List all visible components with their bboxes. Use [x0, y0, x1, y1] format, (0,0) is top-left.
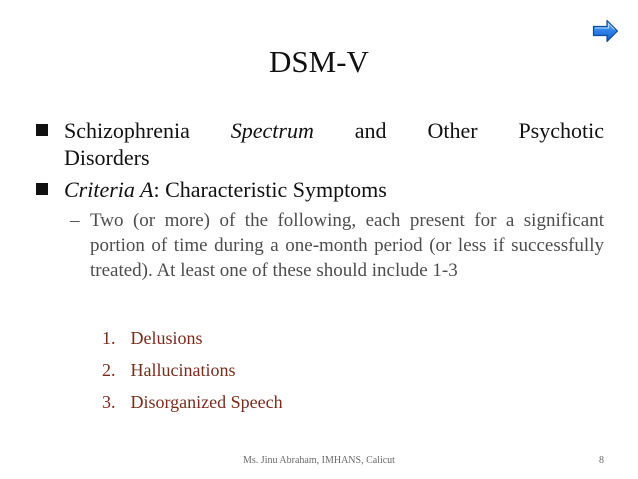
- square-bullet-icon: [36, 124, 48, 136]
- item-number: 3.: [102, 392, 116, 412]
- slide-title: DSM-V: [269, 44, 369, 79]
- bullet-schizophrenia-spectrum: [36, 117, 604, 173]
- bullet-word: Schizophrenia: [64, 118, 190, 143]
- bullet-word: Psychotic: [518, 118, 604, 143]
- square-bullet-icon: [36, 183, 48, 195]
- page-number: 8: [599, 455, 604, 466]
- right-arrow-icon: [592, 18, 619, 44]
- item-label: Disorganized Speech: [130, 392, 283, 412]
- item-label: Delusions: [130, 328, 203, 348]
- bullet-word: Other: [427, 118, 478, 143]
- numbered-item-hallucinations: [102, 359, 235, 381]
- numbered-item-delusions: [102, 327, 203, 349]
- bullet-word-italic: Spectrum: [230, 118, 314, 143]
- dash-bullet-icon: –: [70, 210, 80, 231]
- criteria-a-description: : Characteristic Symptoms: [153, 177, 387, 202]
- slide-footer: Ms. Jinu Abraham, IMHANS, Calicut: [243, 455, 395, 466]
- bullet-text: [64, 117, 604, 171]
- bullet-line: Disorders: [64, 145, 150, 170]
- next-slide-button[interactable]: [592, 18, 619, 44]
- item-number: 1.: [102, 328, 116, 348]
- criteria-description-text: Two (or more) of the following, each present for a significant portion of time during a one-month period (or less if successfully treated). At least one of these should include 1-3: [90, 210, 604, 281]
- item-label: Hallucinations: [130, 360, 236, 380]
- numbered-item-disorganized-speech: [102, 391, 283, 413]
- bullet-text: [64, 176, 604, 203]
- bullet-criteria-a: [36, 176, 604, 204]
- bullet-word: and: [354, 118, 387, 143]
- item-number: 2.: [102, 360, 116, 380]
- criteria-a-label: Criteria A: [64, 177, 154, 202]
- bullet-line: [64, 117, 604, 144]
